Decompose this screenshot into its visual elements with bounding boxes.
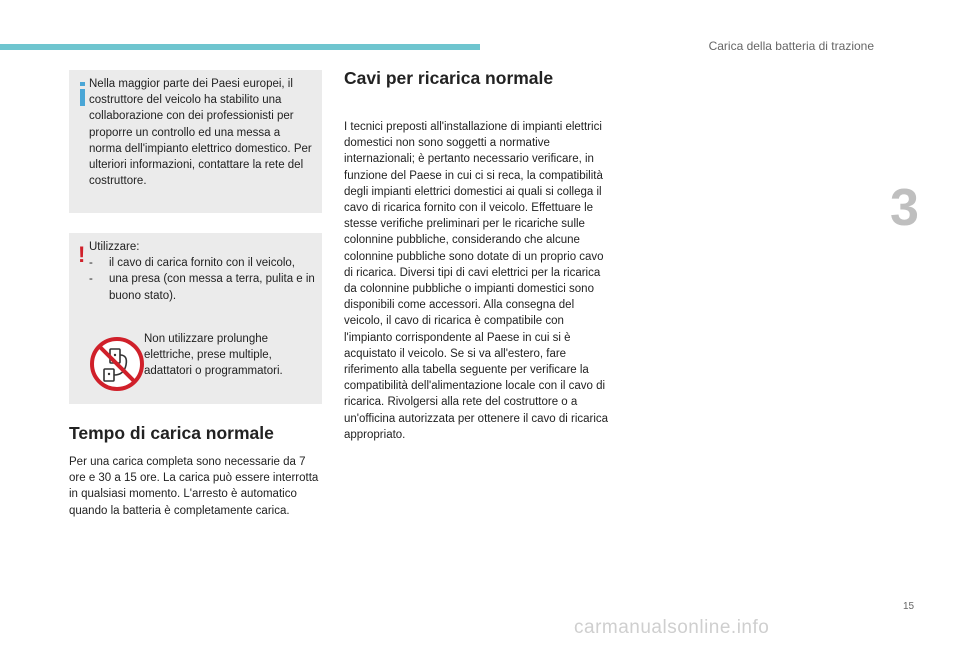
prohibition-text: Non utilizzare prolunghe elettriche, prese multiple, adattatori o programmatori. [144, 333, 283, 378]
page-number: 15 [903, 601, 915, 612]
normal-charge-time-text: Per una carica completa sono necessarie da 7 ore e 30 a 15 ore. La carica può essere interrotta in qualsiasi momento. L'arresto è automatico quando la batteria è completamente carica. [69, 456, 319, 517]
chapter-number: 3 [890, 179, 919, 237]
warning-box [69, 233, 322, 404]
header-accent-bar [0, 44, 480, 50]
section-title-normal-charge-cables: Cavi per ricarica normale [344, 68, 554, 88]
normal-charge-cables-text: I tecnici preposti all'installazione di impianti elettrici domestici non sono soggetti a normative internazionali; è pertanto necessario verificare, in funzione del Paese in cui ci si reca, la compatibilità degli impianti elettrici domestici ai quali si collega il cavo di ricarica fornito con il veicolo. Effettuare le stesse verifiche preliminari per le ricariche sulle colonnine pubbliche, considerando che alcune colonnine pubbliche sono dotate di un proprio cavo di ricarica. Diversi tipi di cavi elettrici per la ricarica da colonnine pubbliche o impianti domestici sono disponibili come accessori. Alla consegna del veicolo, il cavo di ricarica è compatibile con l'impianto corrispondente al Paese in cui si è acquistato il veicolo. Se si va all'estero, fare riferimento alla tabella seguente per verificare la compatibilità dell'alimentazione locale con il cavo di ricarica. Rivolgersi alla rete del costruttore o a un'officina autorizzata per ottenere il cavo di ricarica appropriato. [344, 121, 609, 441]
warning-list [89, 255, 317, 304]
warning-list-item: - il cavo di carica fornito con il veicolo, [89, 255, 317, 271]
warning-box-text [89, 239, 317, 304]
info-icon [76, 82, 88, 106]
section-title-normal-charge-time: Tempo di carica normale [69, 423, 274, 443]
info-box-text: Nella maggior parte dei Paesi europei, il costruttore del veicolo ha stabilito una collaborazione con dei professionisti per proporre un controllo ed una messa a norma dell'impianto elettrico domestico. Per ulteriori informazioni, contattare la rete del costruttore. [89, 78, 312, 188]
no-extension-cord-icon [88, 335, 146, 393]
section-header-title: Carica della batteria di trazione [708, 39, 874, 53]
info-box [69, 70, 322, 213]
watermark-text[interactable]: carmanualsonline.info [574, 617, 770, 638]
warning-intro: Utilizzare: [89, 241, 140, 253]
warning-list-item: - una presa (con messa a terra, pulita e in buono stato). [89, 271, 317, 303]
warning-icon: ! [78, 242, 86, 267]
